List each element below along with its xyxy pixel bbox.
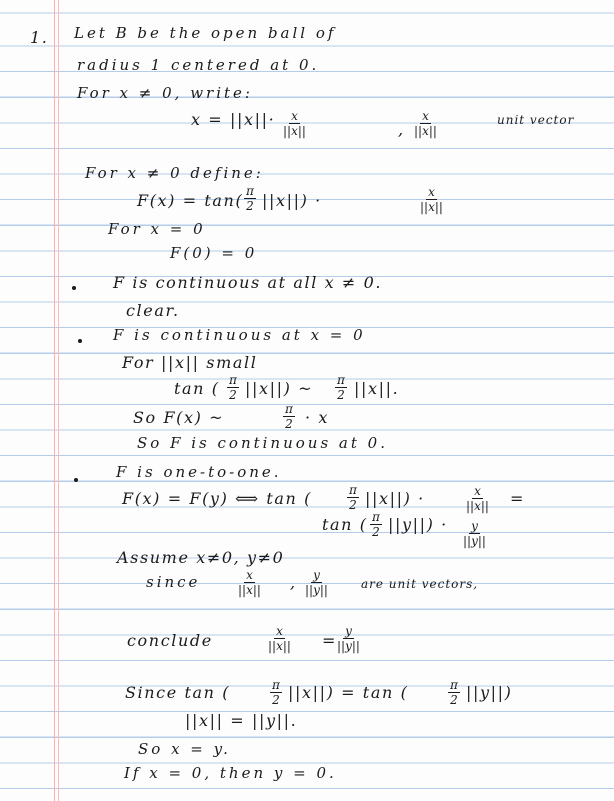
- fraction-pi-over-2: $\frac{\pi}{2}$: [372, 510, 380, 539]
- bullet: [72, 286, 76, 290]
- line-F-approx: So F(x) ~: [133, 408, 225, 427]
- fraction-y-over-norm: $\frac{y}{||y||}$: [463, 519, 486, 548]
- line-tan-approx: tan (: [174, 379, 220, 398]
- fraction-x-over-norm-6: $\frac{x}{||x||}$: [268, 624, 291, 653]
- fraction-x-over-norm: $\frac{x}{||x||}$: [283, 109, 306, 138]
- fraction-x-over-norm-3: $\frac{x}{||x||}$: [420, 185, 443, 214]
- margin-rule: [54, 0, 55, 801]
- fraction-y-over-norm-2: $\frac{y}{||y||}$: [305, 568, 328, 597]
- line-radius: radius 1 centered at 0.: [77, 56, 320, 74]
- comma: ,: [290, 573, 297, 592]
- bullet: [78, 339, 82, 343]
- line-Fx-equals-Fy: F(x) = F(y) ⟺ tan (: [122, 489, 312, 508]
- bullet: [74, 478, 78, 482]
- line-for-x-define: For x ≠ 0 define:: [85, 164, 264, 182]
- line-unit-vectors: are unit vectors,: [361, 577, 479, 591]
- fraction-x-over-norm-2: $\frac{x}{||x||}$: [414, 109, 437, 138]
- fraction-y-over-norm-3: $\frac{y}{||y||}$: [337, 624, 360, 653]
- line-x-decomposition: x = ||x||·: [191, 110, 276, 129]
- line-clear: clear.: [126, 301, 180, 320]
- line-conclude: conclude: [127, 631, 213, 650]
- line-open-ball: Let B be the open ball of: [74, 24, 337, 42]
- fraction-x-over-norm-4: $\frac{x}{||x||}$: [466, 484, 489, 513]
- margin-rule-inner: [58, 0, 59, 801]
- fraction-pi-over-2: $\frac{\pi}{2}$: [272, 678, 280, 707]
- line-norms-equal: ||x|| = ||y||.: [185, 711, 298, 730]
- fraction-pi-over-2: $\frac{\pi}{2}$: [285, 402, 293, 431]
- line-continuous-at-zero-conclusion: So F is continuous at 0.: [137, 434, 388, 452]
- line-since: since: [146, 573, 201, 591]
- fraction-x-over-norm-5: $\frac{x}{||x||}$: [238, 568, 261, 597]
- equals-sign: =: [510, 489, 526, 508]
- line-Fx-equals-Fy-mid: ||x||) ·: [365, 489, 425, 508]
- comma: ,: [398, 120, 405, 139]
- line-assume: Assume x≠0, y≠0: [117, 548, 285, 567]
- line-F-definition: F(x) = tan(: [137, 191, 244, 210]
- equals-sign: =: [322, 631, 338, 650]
- fraction-pi-over-2: $\frac{\pi}{2}$: [450, 678, 458, 707]
- problem-number: 1.: [30, 28, 49, 47]
- line-norm-small: For ||x|| small: [122, 353, 258, 372]
- line-one-to-one: F is one-to-one.: [116, 463, 282, 481]
- line-since-tan-mid: ||x||) = tan (: [288, 683, 409, 702]
- line-continuous-nonzero: F is continuous at all x ≠ 0.: [113, 273, 383, 292]
- line-if-x-zero: If x = 0, then y = 0.: [124, 764, 337, 782]
- line-F-zero: F(0) = 0: [170, 244, 258, 262]
- line-tan-y: tan (: [322, 515, 368, 534]
- fraction-pi-over-2: $\frac{\pi}{2}$: [349, 483, 357, 512]
- line-since-tan-right: ||y||): [466, 683, 513, 702]
- line-for-x-zero: For x = 0: [108, 220, 206, 238]
- fraction-pi-over-2: $\frac{\pi}{2}$: [229, 373, 237, 402]
- line-tan-y-mid: ||y||) ·: [388, 515, 448, 534]
- line-since-tan: Since tan (: [125, 683, 231, 702]
- line-for-x-write: For x ≠ 0, write:: [77, 84, 253, 102]
- line-continuous-at-zero: F is continuous at x = 0: [113, 326, 366, 344]
- line-F-definition-mid: ||x||) ·: [262, 191, 322, 210]
- fraction-pi-over-2: $\frac{\pi}{2}$: [337, 373, 345, 402]
- line-x-equals-y: So x = y.: [138, 740, 231, 758]
- line-tan-approx-right: ||x||.: [354, 379, 400, 398]
- line-F-approx-right: · x: [305, 408, 329, 427]
- line-tan-approx-mid: ||x||) ~: [245, 379, 314, 398]
- line-unit-vector: unit vector: [497, 113, 575, 127]
- fraction-pi-over-2: $\frac{\pi}{2}$: [246, 184, 254, 213]
